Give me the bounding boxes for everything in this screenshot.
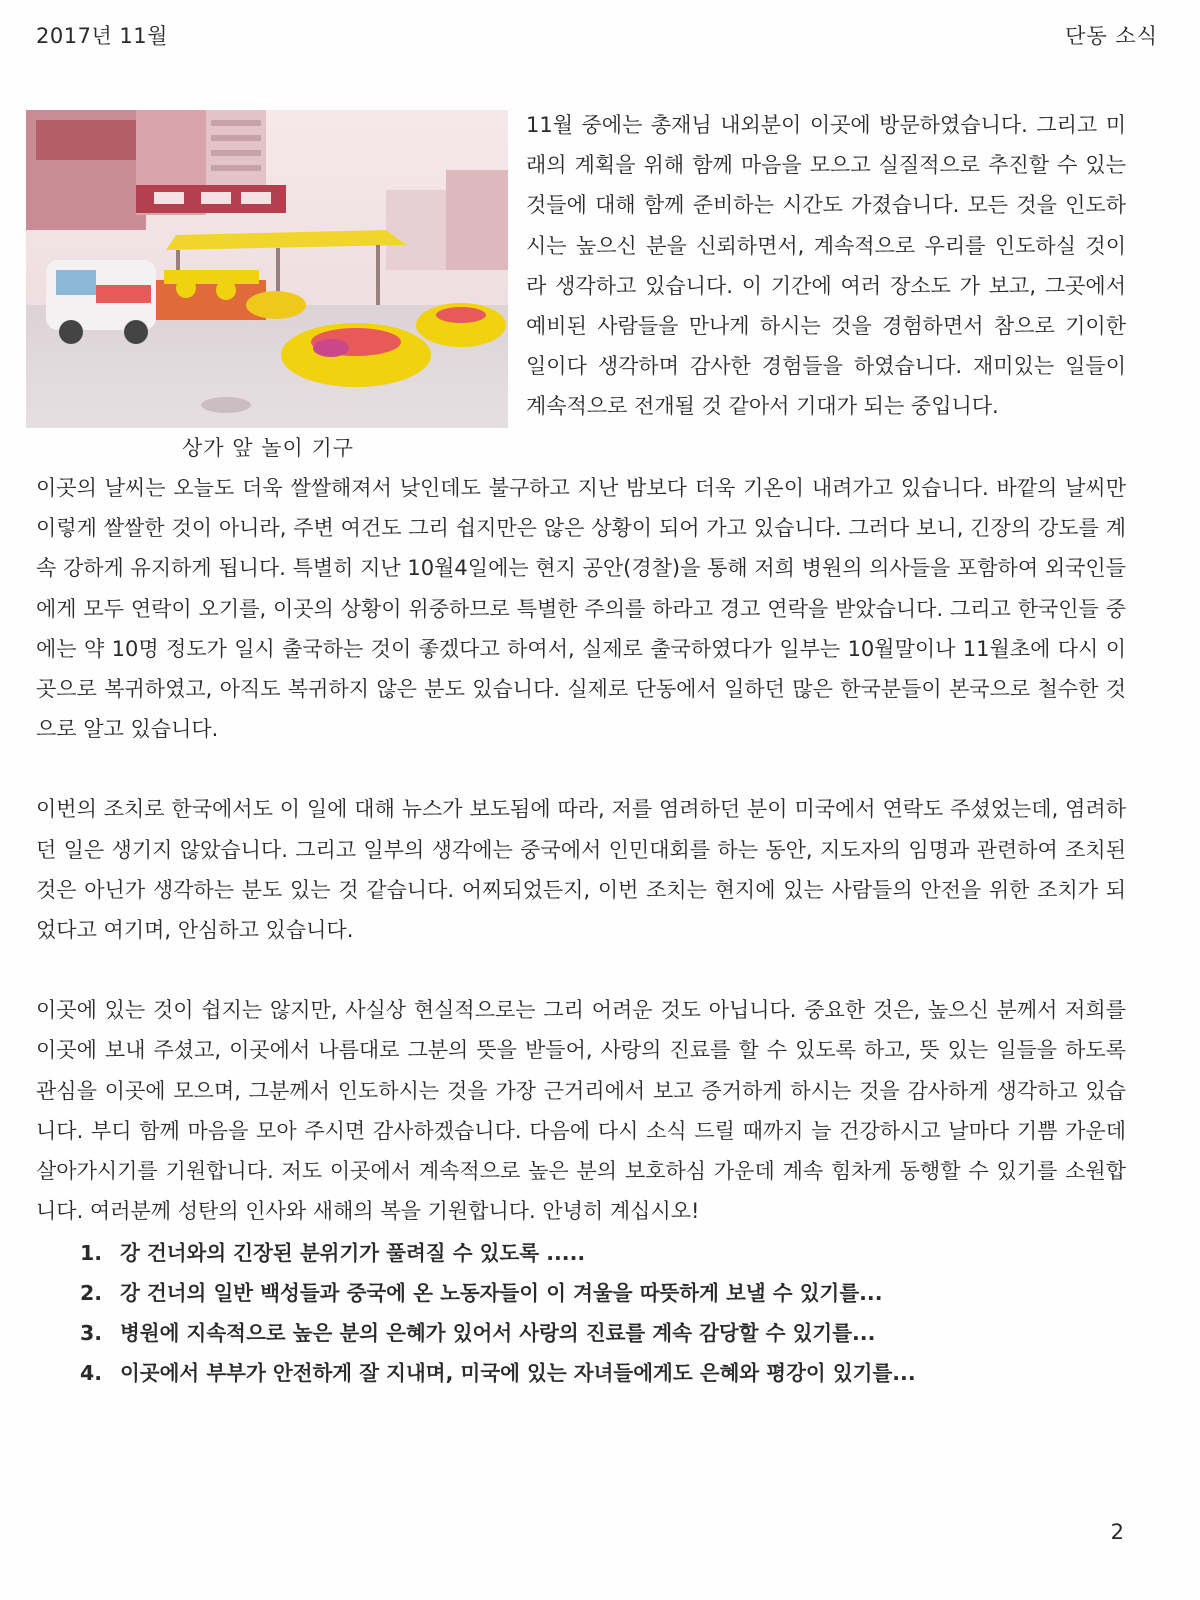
prayer-number: 4. (80, 1361, 103, 1386)
prayer-item (80, 1313, 1126, 1353)
page-number: 2 (1110, 1520, 1124, 1544)
prayer-number: 3. (80, 1321, 103, 1346)
amusement-ride-photo (26, 110, 508, 428)
header-date: 2017년 11월 (36, 24, 168, 48)
photo-figure (26, 110, 510, 468)
header-title: 단동 소식 (1065, 24, 1158, 48)
prayer-list (36, 1233, 1126, 1393)
paragraph-3: 이번의 조치로 한국에서도 이 일에 대해 뉴스가 보도됨에 따라, 저를 염려하던 분이 미국에서 연락도 주셨었는데, 염려하던 일은 생기지 않았습니다. 그리고 일부의 생각에는 중국에서 인민대회를 하는 동안, 지도자의 임명과 관련하여 조치된 것은 아닌가 생각하는 분도 있는 것 같습니다. 어찌되었든지, 이번 조치는 현지에 있는 사람들의 안전을 위한 조치가 되었다고 여기며, 안심하고 있습니다. (36, 797, 1126, 943)
prayer-number: 2. (80, 1281, 103, 1306)
prayer-text: 병원에 지속적으로 높은 분의 은혜가 있어서 사랑의 진료를 계속 감당할 수 있기를... (120, 1321, 876, 1346)
letter-body (36, 105, 1126, 1393)
prayer-item (80, 1233, 1126, 1273)
prayer-text: 강 건너와의 긴장된 분위기가 풀려질 수 있도록 ..... (120, 1241, 586, 1266)
prayer-text: 이곳에서 부부가 안전하게 잘 지내며, 미국에 있는 자녀들에게도 은혜와 평강이 있기를... (120, 1361, 916, 1386)
photo-caption: 상가 앞 놀이 기구 (181, 436, 355, 460)
paragraph-1: 11월 중에는 총재님 내외분이 이곳에 방문하였습니다. 그리고 미래의 계획을 위해 함께 마음을 모으고 실질적으로 추진할 수 있는 것들에 대해 함께 준비하는 시간도 가졌습니다. 모든 것을 인도하시는 높으신 분을 신뢰하면서, 계속적으로 우리를 인도하실 것이라 생각하고 있습니다. 이 기간에 여러 장소도 가 보고, 그곳에서 예비된 사람들을 만나게 하시는 것을 경험하면서 참으로 기이한 일이다 생각하며 감사한 경험들을 하였습니다. 재미있는 일들이 계속적으로 전개될 것 같아서 기대가 되는 중입니다. (526, 113, 1126, 419)
prayer-text: 강 건너의 일반 백성들과 중국에 온 노동자들이 이 겨울을 따뜻하게 보낼 수 있기를... (120, 1281, 883, 1306)
paragraph-spacer (36, 950, 1126, 990)
paragraph-4: 이곳에 있는 것이 쉽지는 않지만, 사실상 현실적으로는 그리 어려운 것도 아닙니다. 중요한 것은, 높으신 분께서 저희를 이곳에 보내 주셨고, 이곳에서 나름대로 그분의 뜻을 받들어, 사랑의 진료를 할 수 있도록 하고, 뜻 있는 일들을 하도록 관심을 이곳에 모으며, 그분께서 인도하시는 것을 가장 근거리에서 보고 증거하게 하시는 것을 감사하게 생각하고 있습니다. 부디 함께 마음을 모아 주시면 감사하겠습니다. 다음에 다시 소식 드릴 때까지 늘 건강하시고 날마다 기쁨 가운데 살아가시기를 기원합니다. 저도 이곳에서 계속적으로 높은 분의 보호하심 가운데 계속 힘차게 동행할 수 있기를 소원합니다. 여러분께 성탄의 인사와 새해의 복을 기원합니다. 안녕히 계십시오! (36, 998, 1126, 1224)
paragraph-spacer (36, 749, 1126, 789)
prayer-item (80, 1273, 1126, 1313)
prayer-item (80, 1353, 1126, 1393)
paragraph-2: 이곳의 날씨는 오늘도 더욱 쌀쌀해져서 낮인데도 불구하고 지난 밤보다 더욱 기온이 내려가고 있습니다. 바깥의 날씨만 이렇게 쌀쌀한 것이 아니라, 주변 여건도 그리 쉽지만은 않은 상황이 되어 가고 있습니다. 그러다 보니, 긴장의 강도를 계속 강하게 유지하게 됩니다. 특별히 지난 10월4일에는 현지 공안(경찰)을 통해 저희 병원의 의사들을 포함하여 외국인들에게 모두 연락이 오기를, 이곳의 상황이 위중하므로 특별한 주의를 하라고 경고 연락을 받았습니다. 그리고 한국인들 중에는 약 10명 정도가 일시 출국하는 것이 좋겠다고 하여서, 실제로 출국하였다가 일부는 10월말이나 11월초에 다시 이곳으로 복귀하였고, 아직도 복귀하지 않은 분도 있습니다. 실제로 단동에서 일하던 많은 한국분들이 본국으로 철수한 것으로 알고 있습니다. (36, 476, 1126, 742)
prayer-number: 1. (80, 1241, 103, 1266)
